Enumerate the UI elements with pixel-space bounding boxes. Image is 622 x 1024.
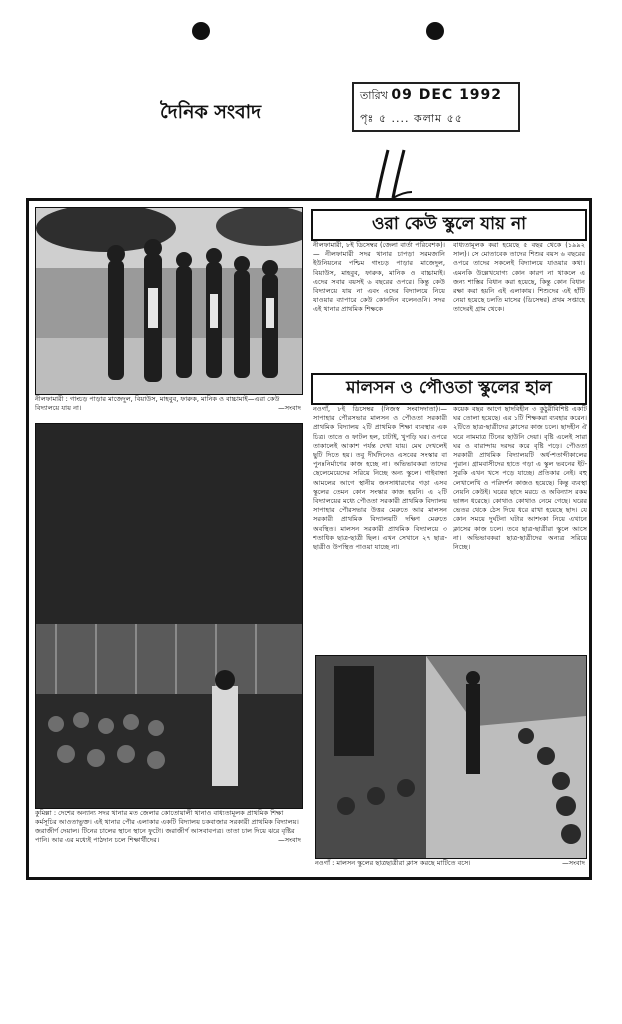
children-photo — [35, 207, 303, 395]
story2-column-2: কয়েক বছর আগে ছাদবিহীন ৩ কুঠুরীবিশিষ্ট একটি ঘর তোলা হয়েছে। এর ১টি শিক্ষকরা ব্যবহার করেন। ২টিতে ছাত্র-ছাত্রীদের ক্লাসের কাজ চলে। ছাদহীন ঐ ঘরে নামমাত্র টিনের ছাউনি দেয়া। বৃষ্টি এলেই সারা ঘর ও বারান্দায় দরদর করে বৃষ্টি পড়ে। পৌওতা সরকারী প্রাথমিক বিদ্যালয়টি অর্ধ-শতাব্দীকালের পুরান। গ্রামবাসীদের হাতে গড়া এ স্কুল ভবনের ইট-সুরকি এখন খসে পড়ে যাচ্ছে। প্রতিকার নেই। বহু লেখালেখি ও পরিদর্শন কাজও হয়েছে। কিন্তু ব্যবস্থা নেয়নি কেউই। ঘরের ছাদে মরচে ও অবিন্যাস রকম ভাঙ্গন ধরেছে। কোথাও কোথাও নেমে গেছে। ঘরের ভেতর থেকে ঠেস দিয়ে ধরে রাখা হয়েছে ছাদ। যে কোন সময়ে দুর্ঘটনা ঘটার আশংকা নিয়ে এখানে ক্লাসের কাজ চলে। তবে ছাত্র-ছাত্রীরা স্কুলে আসে না। অভিভাবকরা ছাত্র-ছাত্রীদের অন্যত্র সরিয়ে নিচ্ছে। — [453, 405, 587, 552]
students-photo-caption: নওগাঁ : মালসন স্কুলের ছাত্রছাত্রীরা ক্লাস করছে মাটিতে বসে। —সংবাদ — [315, 859, 585, 867]
punch-hole-left — [192, 22, 210, 40]
margin-mark: // — [374, 148, 424, 204]
story2-column-1: নওগাঁ, ৮ই ডিসেম্বর (নিজস্ব সংবাদদাতা)।— সাপাহার পৌরসভার মালসন ও পৌওতা সরকারী প্রাথমিক বিদ্যালয় ২টি প্রাথমিক শিক্ষা ব্যবস্থার এক চিত্র। তাতে ও ফাটল হল, চাটাই, খুপড়ি ঘর। ওপরে তাকালেই আকাশ পর্যন্ত দেখা যায়। মেঘ দেখলেই ছুটি দিতে হয়। তবু দীর্ঘদিনেও এসবের সংস্কার বা পুনঃনির্মাণের কাজ হচ্ছে না। অভিভাবকরা তাদের ছেলেমেয়েদের সরিয়ে নিচ্ছে অন্য স্কুলে। গাইবান্ধা আমলের আগে স্থানীয় জনসাধারণের গড়া এসব স্কুলের তেমন কোন সংস্কার কাজ হয়নি। এ ২টি বিদ্যালয়ের মধ্যে পৌওতা সরকারী প্রাথমিক বিদ্যালয় সাপাহার পৌরসভার উত্তর মেরুতে আর মালসন সরকারী প্রাথমিক বিদ্যালয়টি দক্ষিণ মেরুতে অবস্থিত। মালসন সরকারী প্রাথমিক বিদ্যালয়ে ৩ শতাধিক ছাত্র-ছাত্রী ছিল। এখন সেখানে ২৭ ছাত্র-ছাত্রীও উপস্থিত পাওয়া যাচ্ছে না। — [313, 405, 447, 552]
classroom-photo-caption: কুমিল্লা : দেশের অন্যান্য সদর থানার মত জেলার কোতোয়ালী থানাও বাধ্যতামূলক প্রাথমিক শিক্ষা কর্মসূচির আওতাভুক্ত। এই থানার পৌর এলাকার একটি বিদ্যালয় চকবাজার সরকারী প্রাথমিক বিদ্যালয়। জরাজীর্ণ দেয়াল। টিনের চালের স্থানে স্থানে ফুটো। জরাজীর্ণ আসবাবপত্র। তাতা চাল দিয়ে ঝরে বৃষ্টির পানি। আর এর মধ্যেই পাঠদান চলে শিক্ষার্থীদের। —সংবাদ — [35, 809, 301, 844]
column-label: কলাম — [413, 112, 443, 125]
story1-column-2: বাধ্যতামূলক করা হয়েছে ৫ বছর থেকে (১৯৯২ সাল)। সে মোতাবেক তাদের শিশুর বয়স ৬ বছরের ওপরে তাদের সকলেই বিদ্যালয়ে যাওয়ার কথা। এমনকি উল্লেখযোগ্য কোন কারণ না থাকলে এ জন্য শাস্তির বিধান করা হয়েছে, কিন্তু কোন বিধান রক্ষা করা হয়নি এই এলাকায়। শিশুদের এই হাঁটি নেয়া হয়েছে চলতি মাসের (ডিসেম্বর) প্রথম সপ্তাহে তাদেরই গ্রাম থেকে। — [453, 241, 585, 314]
story2-headline: মালসন ও পৌওতা স্কুলের হাল — [311, 373, 587, 405]
story1-headline: ওরা কেউ স্কুলে যায় না — [311, 209, 587, 241]
photo-credit: —সংবাদ — [278, 404, 301, 412]
story1-column-1: নীলফামারী, ৮ই ডিসেম্বর (জেলা বার্তা পরিবেশক)।— নীলফামারী সদর থানার চাপড়া সরমজানি ইউনিয়নের পশ্চিম গাংচড় পাড়ার মাজেদুল, বিয়াউস, মাহবুব, ফারুক, মানিক ও বাচ্চামাই। এদের সবার বয়সই ৬ বছরের ওপরে। কিন্তু কেউ বিদ্যালয়ে যায় না এবং এদের বিদ্যালয়ে নিয়ে যাওয়ার ব্যাপারে কেউ কোনদিন বলেনওনি। সদর এই থানার প্রাথমিক শিক্ষকে — [313, 241, 445, 314]
photo-credit: —সংবাদ — [562, 859, 585, 867]
newspaper-clipping — [26, 198, 592, 880]
page-label: পৃঃ — [360, 112, 375, 125]
date-label: তারিখ — [360, 89, 388, 102]
newspaper-name: দৈনিক সংবাদ — [160, 101, 262, 123]
children-photo-caption: নীলফামারী : গাংচড় পাড়ার মাজেদুল, বিয়াউস, মাহবুব, ফারুক, মানিক ও বাচ্চামাই—এরা কেউ বিদ্যালয়ে যায় না। —সংবাদ — [35, 395, 301, 412]
students-floor-photo — [315, 655, 587, 859]
punch-hole-right — [426, 22, 444, 40]
page-value: ৫ — [378, 112, 387, 125]
date-stamp: তারিখ 09 DEC 1992 পৃঃ ৫ .... কলাম ৫৫ — [352, 82, 520, 132]
clipping-date: 09 DEC 1992 — [391, 87, 503, 103]
classroom-photo — [35, 423, 303, 809]
column-value: ৫৫ — [446, 112, 463, 125]
photo-credit: —সংবাদ — [278, 836, 301, 844]
